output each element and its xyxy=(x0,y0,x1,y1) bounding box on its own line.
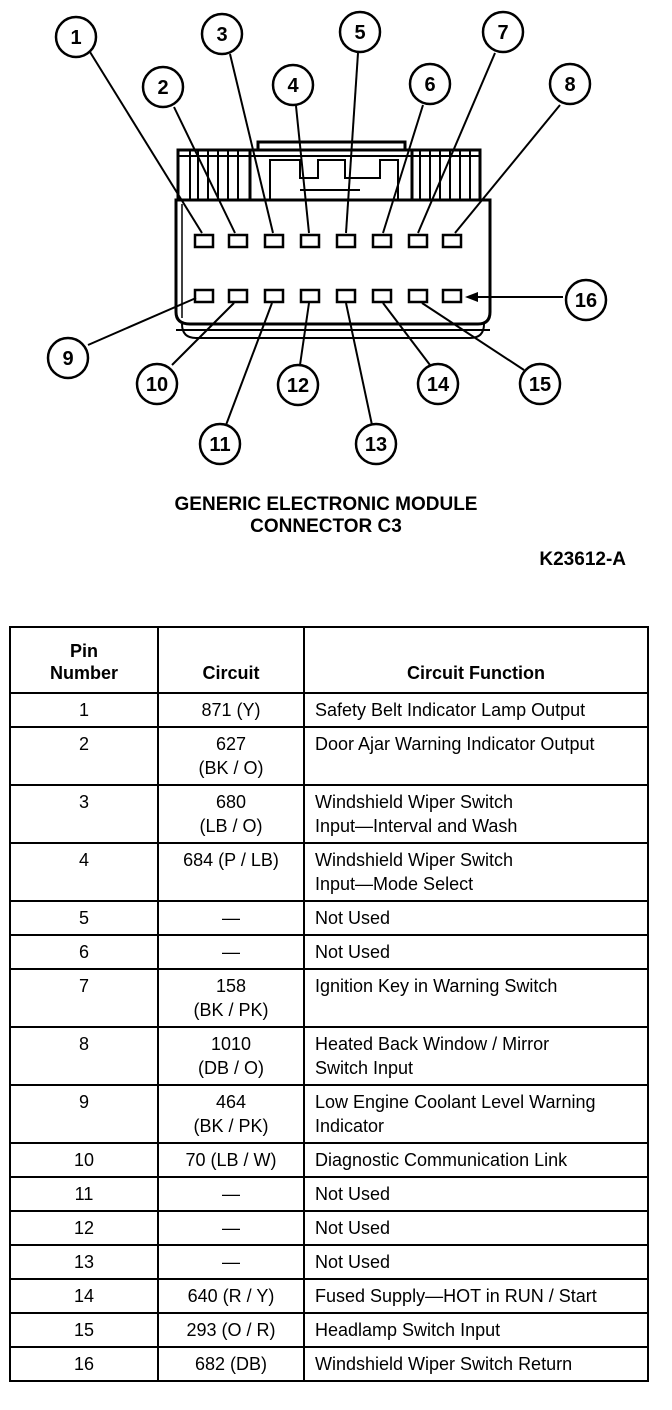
function-line: Not Used xyxy=(315,908,391,928)
terminal-12 xyxy=(301,290,319,302)
function-line: Windshield Wiper Switch xyxy=(315,792,514,812)
callout-label-11: 11 xyxy=(209,434,231,456)
circuit-cell xyxy=(158,1143,304,1177)
table-row xyxy=(10,1313,648,1347)
circuit-line: (LB / O) xyxy=(199,816,263,836)
pin-number-cell: 2 xyxy=(10,727,158,785)
callout-label-14: 14 xyxy=(426,374,450,396)
terminal-14 xyxy=(373,290,391,302)
circuit-line: 627 xyxy=(215,734,247,754)
pin-number-cell: 13 xyxy=(10,1245,158,1279)
callout-1 xyxy=(56,17,96,57)
pin-number-cell: 8 xyxy=(10,1027,158,1085)
function-line: Switch Input xyxy=(315,1058,414,1078)
circuit-function-cell xyxy=(304,1245,648,1279)
circuit-line: — xyxy=(222,908,240,928)
callout-label-2: 2 xyxy=(157,77,169,99)
circuit-function-cell xyxy=(304,1177,648,1211)
pin-number-cell: 1 xyxy=(10,693,158,727)
terminal-9 xyxy=(195,290,213,302)
pin-number-cell: 15 xyxy=(10,1313,158,1347)
terminal-13 xyxy=(337,290,355,302)
circuit-line: — xyxy=(222,942,240,962)
circuit-cell xyxy=(158,1279,304,1313)
circuit-line: 640 (R / Y) xyxy=(187,1286,275,1306)
pin-number-cell: 16 xyxy=(10,1347,158,1381)
callout-2 xyxy=(143,67,183,107)
terminal-15 xyxy=(409,290,427,302)
pin-table xyxy=(9,626,649,1382)
connector-diagram xyxy=(0,0,672,480)
callout-10 xyxy=(137,364,177,404)
function-line: Not Used xyxy=(315,1184,391,1204)
terminal-row-top xyxy=(195,235,461,247)
circuit-function-cell xyxy=(304,1143,648,1177)
circuit-line: 1010 xyxy=(210,1034,252,1054)
circuit-function-cell xyxy=(304,969,648,1027)
circuit-function-cell xyxy=(304,1027,648,1085)
pin-number-cell: 12 xyxy=(10,1211,158,1245)
circuit-line: — xyxy=(222,1218,240,1238)
table-row xyxy=(10,727,648,785)
terminal-11 xyxy=(265,290,283,302)
circuit-line: 682 (DB) xyxy=(194,1354,268,1374)
header-pin-line1: Pin xyxy=(69,641,98,661)
pin-number-cell: 10 xyxy=(10,1143,158,1177)
callout-5 xyxy=(340,12,380,52)
circuit-cell xyxy=(158,693,304,727)
table-row xyxy=(10,693,648,727)
callout-7 xyxy=(483,12,523,52)
circuit-cell xyxy=(158,935,304,969)
callout-12 xyxy=(278,365,318,405)
circuit-line: 680 xyxy=(215,792,247,812)
function-line: Not Used xyxy=(315,1252,391,1272)
function-line: Windshield Wiper Switch Return xyxy=(315,1354,573,1374)
circuit-cell xyxy=(158,1313,304,1347)
terminal-8 xyxy=(443,235,461,247)
header-circuit: Circuit xyxy=(158,627,304,693)
pin-number-cell: 11 xyxy=(10,1177,158,1211)
function-line: Heated Back Window / Mirror xyxy=(315,1034,550,1054)
terminal-5 xyxy=(337,235,355,247)
circuit-function-cell xyxy=(304,1211,648,1245)
function-line: Safety Belt Indicator Lamp Output xyxy=(315,700,586,720)
callout-8 xyxy=(550,64,590,104)
terminal-7 xyxy=(409,235,427,247)
function-line: Low Engine Coolant Level Warning xyxy=(315,1092,596,1112)
table-row xyxy=(10,843,648,901)
header-circuit-function: Circuit Function xyxy=(304,627,648,693)
circuit-function-cell xyxy=(304,785,648,843)
table-row xyxy=(10,785,648,843)
callout-label-13: 13 xyxy=(364,434,388,456)
function-line: Diagnostic Communication Link xyxy=(315,1150,568,1170)
table-row xyxy=(10,1085,648,1143)
callout-label-10: 10 xyxy=(145,374,169,396)
callout-3 xyxy=(202,14,242,54)
function-line: Door Ajar Warning Indicator Output xyxy=(315,734,595,754)
callout-label-8: 8 xyxy=(564,74,576,96)
circuit-line: (BK / PK) xyxy=(193,1000,269,1020)
callout-14 xyxy=(418,364,458,404)
callout-6 xyxy=(410,64,450,104)
pin-number-cell: 14 xyxy=(10,1279,158,1313)
circuit-function-cell xyxy=(304,693,648,727)
function-line: Windshield Wiper Switch xyxy=(315,850,514,870)
pin-number-cell: 4 xyxy=(10,843,158,901)
callout-label-9: 9 xyxy=(62,348,74,370)
function-line: Indicator xyxy=(315,1116,385,1136)
pin-number-cell: 5 xyxy=(10,901,158,935)
circuit-cell xyxy=(158,727,304,785)
circuit-cell xyxy=(158,969,304,1027)
circuit-function-cell xyxy=(304,1085,648,1143)
table-row xyxy=(10,1177,648,1211)
circuit-line: 464 xyxy=(215,1092,247,1112)
terminal-6 xyxy=(373,235,391,247)
callout-15 xyxy=(520,364,560,404)
circuit-cell xyxy=(158,1211,304,1245)
table-row xyxy=(10,1211,648,1245)
table-body xyxy=(10,693,648,1381)
callout-label-4: 4 xyxy=(287,75,299,97)
circuit-cell xyxy=(158,785,304,843)
table-row xyxy=(10,969,648,1027)
circuit-cell xyxy=(158,901,304,935)
callout-11 xyxy=(200,424,240,464)
function-line: Fused Supply—HOT in RUN / Start xyxy=(315,1286,597,1306)
circuit-line: 871 (Y) xyxy=(201,700,261,720)
table-header-row xyxy=(10,627,648,693)
circuit-cell xyxy=(158,1027,304,1085)
circuit-line: 293 (O / R) xyxy=(186,1320,276,1340)
function-line: Input—Interval and Wash xyxy=(315,816,518,836)
circuit-line: 684 (P / LB) xyxy=(183,850,279,870)
circuit-function-cell xyxy=(304,843,648,901)
header-pin-number xyxy=(10,627,158,693)
table-row xyxy=(10,1279,648,1313)
table-row xyxy=(10,1143,648,1177)
callout-label-6: 6 xyxy=(424,74,436,96)
pin-number-cell: 7 xyxy=(10,969,158,1027)
circuit-cell xyxy=(158,1085,304,1143)
pin-number-cell: 9 xyxy=(10,1085,158,1143)
table-row xyxy=(10,901,648,935)
figure-reference: K23612-A xyxy=(539,549,626,570)
table-row xyxy=(10,1347,648,1381)
table-row xyxy=(10,1027,648,1085)
callout-4 xyxy=(273,65,313,105)
terminal-row-bottom xyxy=(195,290,461,302)
circuit-line: 158 xyxy=(215,976,247,996)
circuit-line: (BK / O) xyxy=(198,758,264,778)
pin-number-cell: 3 xyxy=(10,785,158,843)
terminal-1 xyxy=(195,235,213,247)
terminal-3 xyxy=(265,235,283,247)
table-row xyxy=(10,935,648,969)
circuit-line: — xyxy=(222,1252,240,1272)
callout-label-16: 16 xyxy=(574,290,598,312)
callout-9 xyxy=(48,338,88,378)
pin-number-cell: 6 xyxy=(10,935,158,969)
circuit-line: — xyxy=(222,1184,240,1204)
terminal-4 xyxy=(301,235,319,247)
callout-label-15: 15 xyxy=(528,374,552,396)
diagram-title-line2: CONNECTOR C3 xyxy=(250,516,402,537)
callout-label-1: 1 xyxy=(70,27,82,49)
circuit-function-cell xyxy=(304,1347,648,1381)
circuit-cell xyxy=(158,1245,304,1279)
terminal-16 xyxy=(443,290,461,302)
callout-label-7: 7 xyxy=(497,22,509,44)
circuit-line: (BK / PK) xyxy=(193,1116,269,1136)
function-line: Headlamp Switch Input xyxy=(315,1320,501,1340)
callout-label-5: 5 xyxy=(354,22,366,44)
callout-label-12: 12 xyxy=(286,375,310,397)
circuit-line: (DB / O) xyxy=(198,1058,264,1078)
circuit-cell xyxy=(158,843,304,901)
function-line: Ignition Key in Warning Switch xyxy=(315,976,558,996)
circuit-cell xyxy=(158,1347,304,1381)
circuit-function-cell xyxy=(304,1279,648,1313)
table-row xyxy=(10,1245,648,1279)
header-pin-line2: Number xyxy=(49,663,118,683)
function-line: Not Used xyxy=(315,942,391,962)
circuit-cell xyxy=(158,1177,304,1211)
function-line: Input—Mode Select xyxy=(315,874,474,894)
terminal-2 xyxy=(229,235,247,247)
circuit-line: 70 (LB / W) xyxy=(185,1150,277,1170)
callout-13 xyxy=(356,424,396,464)
circuit-function-cell xyxy=(304,935,648,969)
callout-label-3: 3 xyxy=(216,24,228,46)
circuit-function-cell xyxy=(304,901,648,935)
diagram-title-line1: GENERIC ELECTRONIC MODULE xyxy=(174,494,478,515)
circuit-function-cell xyxy=(304,727,648,785)
circuit-function-cell xyxy=(304,1313,648,1347)
function-line: Not Used xyxy=(315,1218,391,1238)
terminal-10 xyxy=(229,290,247,302)
callout-16 xyxy=(566,280,606,320)
